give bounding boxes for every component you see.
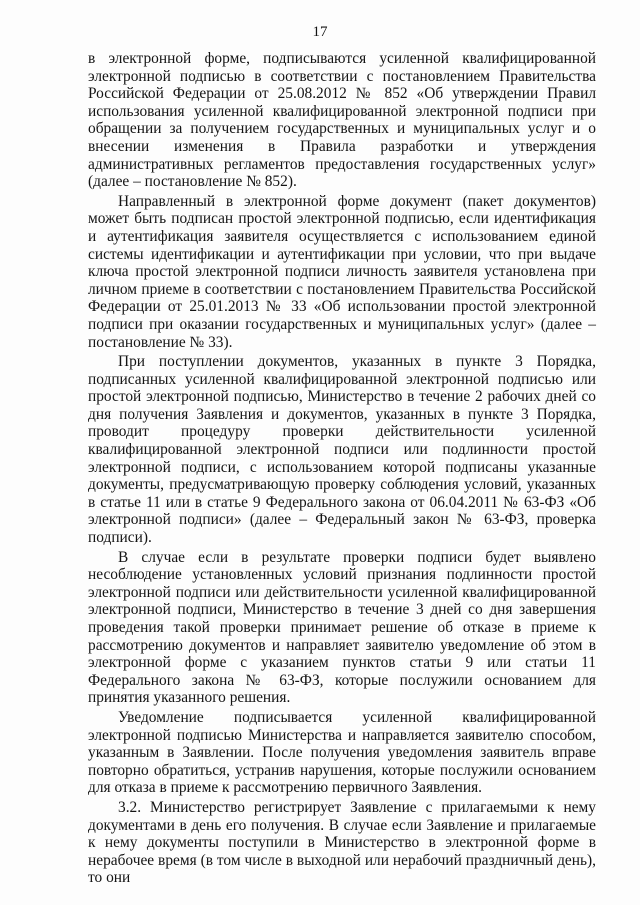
- paragraph-signature-verification: При поступлении документов, указанных в пункте 3 Порядка, подписанных усиленной квалифицированной электронной подписью или простой электронной подписью, Министерство в течение 2 рабочих дней со дня получения Заявления и документов, указанных в пункте 3 Порядка, проводит процедуру проверки действительности усиленной квалифицированной электронной подписи или подлинности простой электронной подписи, с использованием которой подписаны указанные документы, предусматривающую проверку соблюдения условий, указанных в статье 11 или в статье 9 Федерального закона от 06.04.2011 № 63-ФЗ «Об электронной подписи» (далее – Федеральный закон № 63-ФЗ, проверка подписи).: [88, 353, 596, 547]
- paragraph-verification-failure: В случае если в результате проверки подписи будет выявлено несоблюдение установленных условий признания подлинности простой электронной подписи или действительности усиленной квалифицированной электронной подписи, Министерство в течение 3 дней со дня завершения проведения такой проверки принимает решение об отказе в приеме к рассмотрению документов и направляет заявителю уведомление об этом в электронной форме с указанием пунктов статьи 9 или статьи 11 Федерального закона № 63-ФЗ, которые послужили основанием для принятия указанного решения.: [88, 548, 596, 707]
- paragraph-registration: 3.2. Министерство регистрирует Заявление с прилагаемыми к нему документами в день его получения. В случае если Заявление и прилагаемые к нему документы поступили в Министерство в электронной форме в нерабочее время (в том числе в выходной или нерабочий праздничный день), то они: [88, 798, 596, 887]
- paragraph-notification: Уведомление подписывается усиленной квалифицированной электронной подписью Министерства и направляется заявителю способом, указанным в Заявлении. После получения уведомления заявитель вправе повторно обратиться, устранив нарушения, которые послужили основанием для отказа в приеме к рассмотрению первичного Заявления.: [88, 708, 596, 797]
- page-number: 17: [312, 24, 328, 40]
- document-body: [88, 50, 596, 889]
- paragraph-signature-requirement: в электронной форме, подписываются усиленной квалифицированной электронной подписью в соответствии с постановлением Правительства Российской Федерации от 25.08.2012 № 852 «Об утверждении Правил использования усиленной квалифицированной электронной подписи при обращении за получением государственных и муниципальных услуг и о внесении изменения в Правила разработки и утверждения административных регламентов предоставления государственных услуг» (далее – постановление № 852).: [88, 50, 596, 191]
- paragraph-simple-signature: Направленный в электронной форме документ (пакет документов) может быть подписан простой электронной подписью, если идентификация и аутентификация заявителя осуществляется с использованием единой системы идентификации и аутентификации при условии, что при выдаче ключа простой электронной подписи личность заявителя установлена при личном приеме в соответствии с постановлением Правительства Российской Федерации от 25.01.2013 № 33 «Об использовании простой электронной подписи при оказании государственных и муниципальных услуг» (далее – постановление № 33).: [88, 192, 596, 351]
